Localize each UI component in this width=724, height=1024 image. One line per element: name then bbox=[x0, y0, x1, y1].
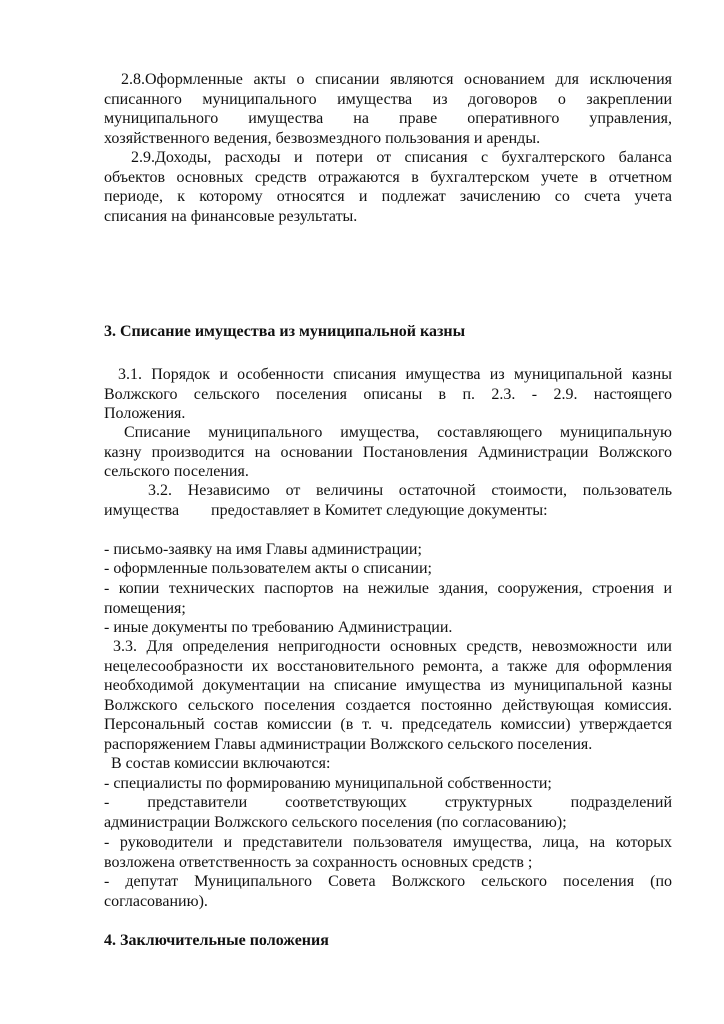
text-line: списания на финансовые результаты. bbox=[104, 207, 358, 225]
text-line: хозяйственного ведения, безвозмездного пользования и аренды. bbox=[104, 129, 541, 147]
text-line: списанного муниципального имущества из договоров о закреплении bbox=[104, 90, 672, 108]
text-line: распоряжением Главы администрации Волжского сельского поселения. bbox=[104, 735, 593, 753]
text-line: нецелесообразности их восстановительного ремонта, а также для оформления bbox=[104, 657, 672, 675]
list-item-specialists bbox=[104, 774, 672, 794]
text-line: - специалисты по формированию муниципальной собственности; bbox=[104, 775, 552, 792]
list-item-other-docs bbox=[104, 618, 672, 638]
para-commission-intro bbox=[104, 754, 672, 774]
text-line: муниципального имущества на праве оперативного управления, bbox=[104, 110, 672, 128]
text-line: периоде, к которому относятся и подлежат зачислению со счета учета bbox=[104, 188, 672, 206]
text-line: согласованию). bbox=[104, 892, 208, 910]
para-2-8 bbox=[104, 70, 672, 148]
list-item-letter bbox=[104, 540, 672, 560]
text-line: возложена ответственность за сохранность основных средств ; bbox=[104, 853, 533, 871]
text-line: Волжского сельского поселения создается постоянно действующая комиссия. bbox=[104, 696, 672, 714]
text-line: 3.1. Порядок и особенности списания имущества из муниципальной казны bbox=[118, 366, 672, 383]
text-line: казну производится на основании Постановления Администрации Волжского bbox=[104, 443, 672, 461]
text-line: 2.9.Доходы, расходы и потери от списания с бухгалтерского баланса bbox=[131, 149, 672, 166]
section-heading: 3. Списание имущества из муниципальной казны bbox=[104, 323, 466, 340]
text-line: - оформленные пользователем акты о списании; bbox=[104, 560, 432, 577]
para-3-3 bbox=[104, 637, 672, 754]
para-3-1-writeoff bbox=[104, 423, 672, 482]
text-line: имущества предоставляет в Комитет следующие документы: bbox=[104, 501, 548, 519]
text-line: - письмо-заявку на имя Главы администрации; bbox=[104, 541, 422, 558]
text-line: необходимой документации на списание имущества из муниципальной казны bbox=[104, 677, 672, 695]
text-line: Волжского сельского поселения описаны в п. 2.3. - 2.9. настоящего bbox=[104, 385, 672, 403]
section-heading: 4. Заключительные положения bbox=[104, 932, 329, 949]
para-2-9 bbox=[104, 148, 672, 226]
text-line: объектов основных средств отражаются в бухгалтерском учете в отчетном bbox=[104, 168, 672, 186]
text-line: 2.8.Оформленные акты о списании являются основанием для исключения bbox=[121, 71, 672, 88]
list-item-passports bbox=[104, 579, 672, 618]
text-line: - депутат Муниципального Совета Волжского сельского поселения (по bbox=[104, 873, 672, 890]
heading-section-4 bbox=[104, 931, 672, 951]
text-line: помещения; bbox=[104, 599, 186, 617]
list-item-acts bbox=[104, 559, 672, 579]
para-3-1 bbox=[104, 365, 672, 424]
text-line: сельского поселения. bbox=[104, 463, 249, 481]
text-line: - копии технических паспортов на нежилые здания, сооружения, строения и bbox=[104, 580, 672, 597]
text-line: администрации Волжского сельского поселения (по согласованию); bbox=[104, 813, 567, 831]
text-line: Списание муниципального имущества, составляющего муниципальную bbox=[124, 424, 672, 441]
list-item-deputy bbox=[104, 872, 672, 911]
text-line: В состав комиссии включаются: bbox=[111, 755, 331, 772]
heading-section-3 bbox=[104, 322, 672, 342]
text-line: 3.3. Для определения непригодности основных средств, невозможности или bbox=[113, 638, 672, 655]
text-line: - иные документы по требованию Администрации. bbox=[104, 619, 453, 636]
para-3-2 bbox=[104, 481, 672, 520]
text-line: 3.2. Независимо от величины остаточной стоимости, пользователь bbox=[148, 482, 672, 499]
text-line: - руководители и представители пользователя имущества, лица, на которых bbox=[104, 834, 672, 851]
text-line: - представители соответствующих структурных подразделений bbox=[104, 794, 672, 811]
list-item-representatives bbox=[104, 793, 672, 832]
text-line: Положения. bbox=[104, 405, 186, 423]
list-item-managers bbox=[104, 833, 672, 872]
text-line: Персональный состав комиссии (в т. ч. председатель комиссии) утверждается bbox=[104, 716, 672, 734]
